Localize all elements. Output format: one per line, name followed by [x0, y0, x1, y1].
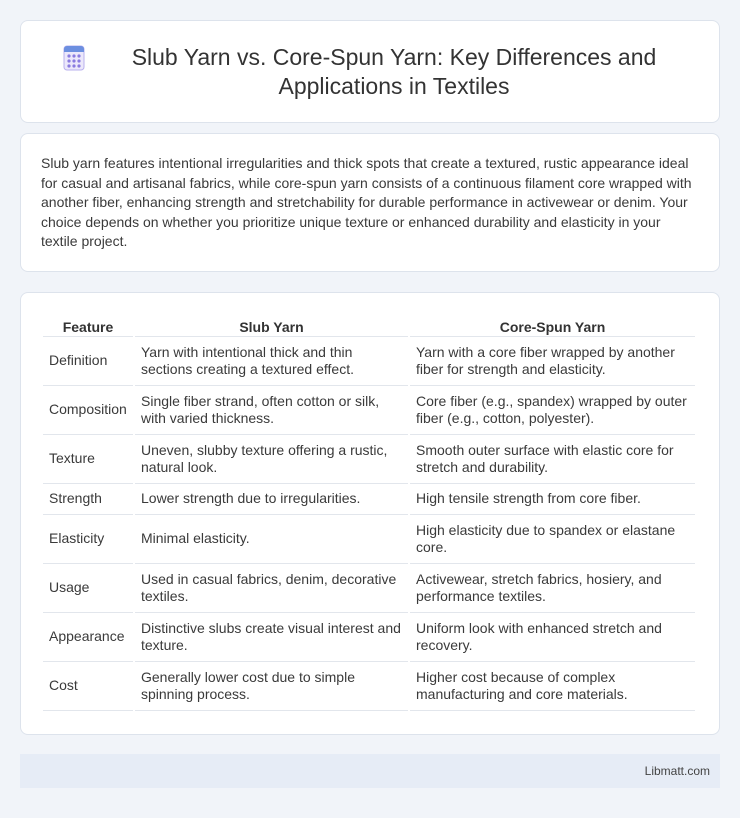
slub-cell: Lower strength due to irregularities.	[135, 484, 408, 515]
slub-cell: Single fiber strand, often cotton or silk, with varied thickness.	[135, 386, 408, 435]
slub-cell: Generally lower cost due to simple spinning process.	[135, 662, 408, 711]
feature-cell: Definition	[43, 337, 133, 386]
summary-text: Slub yarn features intentional irregularities and thick spots that create a textured, rustic appearance ideal for casual and artisanal fabrics, while core-spun yarn consists of a continuous filament core wrapped with another fiber, enhancing strength and stretchability for durable performance in activewear or denim. Your choice depends on whether you prioritize unique texture or enhanced durability and elasticity in your textile project.	[41, 155, 692, 250]
feature-cell: Texture	[43, 435, 133, 484]
summary-card	[20, 133, 720, 272]
header-core-spun-yarn: Core-Spun Yarn	[410, 315, 695, 337]
feature-cell: Usage	[43, 564, 133, 613]
slub-cell: Used in casual fabrics, denim, decorative textiles.	[135, 564, 408, 613]
table-row	[43, 386, 695, 435]
feature-cell: Appearance	[43, 613, 133, 662]
table-row	[43, 435, 695, 484]
header-slub-yarn: Slub Yarn	[135, 315, 408, 337]
title-card	[20, 20, 720, 123]
table-row	[43, 662, 695, 711]
core-spun-cell: Smooth outer surface with elastic core for stretch and durability.	[410, 435, 695, 484]
core-spun-cell: Higher cost because of complex manufacturing and core materials.	[410, 662, 695, 711]
table-row	[43, 337, 695, 386]
feature-cell: Strength	[43, 484, 133, 515]
title-wrap	[21, 43, 719, 101]
table-header-row	[43, 315, 695, 337]
core-spun-cell: Uniform look with enhanced stretch and recovery.	[410, 613, 695, 662]
core-spun-cell: Core fiber (e.g., spandex) wrapped by outer fiber (e.g., cotton, polyester).	[410, 386, 695, 435]
footer	[20, 754, 720, 788]
core-spun-cell: High elasticity due to spandex or elastane core.	[410, 515, 695, 564]
feature-cell: Composition	[43, 386, 133, 435]
calculator-icon	[61, 45, 87, 71]
table-row	[43, 515, 695, 564]
table-row	[43, 484, 695, 515]
comparison-table	[41, 315, 697, 711]
core-spun-cell: Yarn with a core fiber wrapped by another fiber for strength and elasticity.	[410, 337, 695, 386]
core-spun-cell: Activewear, stretch fabrics, hosiery, and performance textiles.	[410, 564, 695, 613]
comparison-table-card	[20, 292, 720, 735]
table-row	[43, 564, 695, 613]
slub-cell: Distinctive slubs create visual interest and texture.	[135, 613, 408, 662]
page-title: Slub Yarn vs. Core-Spun Yarn: Key Differences and Applications in Textiles	[131, 43, 657, 99]
table-row	[43, 613, 695, 662]
core-spun-cell: High tensile strength from core fiber.	[410, 484, 695, 515]
slub-cell: Uneven, slubby texture offering a rustic, natural look.	[135, 435, 408, 484]
slub-cell: Yarn with intentional thick and thin sections creating a textured effect.	[135, 337, 408, 386]
footer-brand[interactable]: Libmatt.com	[644, 764, 710, 778]
feature-cell: Elasticity	[43, 515, 133, 564]
slub-cell: Minimal elasticity.	[135, 515, 408, 564]
header-feature: Feature	[43, 315, 133, 337]
feature-cell: Cost	[43, 662, 133, 711]
